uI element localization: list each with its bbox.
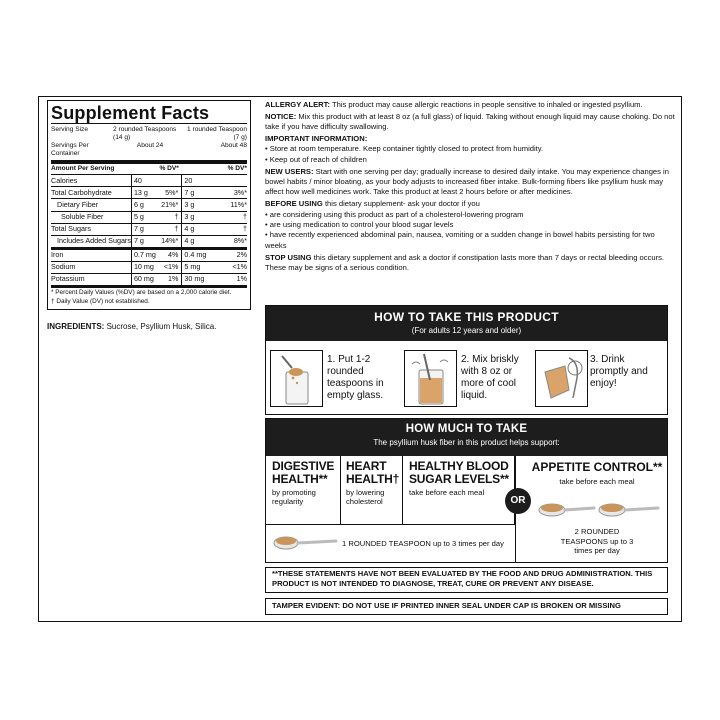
blood-sugar-text: take before each meal bbox=[409, 488, 485, 497]
digestive-text: by promoting regularity bbox=[272, 488, 316, 506]
digestive-column bbox=[266, 456, 341, 524]
tamper-evident-notice: TAMPER EVIDENT: DO NOT USE IF PRINTED INNER SEAL UNDER CAP IS BROKEN OR MISSING bbox=[265, 598, 668, 615]
step-3-text: 3. Drink promptly and enjoy! bbox=[590, 354, 648, 389]
drink-icon bbox=[535, 350, 588, 407]
important-label: IMPORTANT INFORMATION: bbox=[265, 134, 368, 143]
appetite-column bbox=[528, 460, 666, 556]
two-spoons-icon bbox=[532, 498, 662, 520]
table-row: Iron 0.7 mg 4% 0.4 mg 2% bbox=[51, 248, 247, 261]
appetite-text: take before each meal bbox=[559, 477, 635, 486]
step-1-text: 1. Put 1-2 rounded teaspoons in empty glass. bbox=[327, 354, 384, 401]
digestive-title: DIGESTIVE HEALTH** bbox=[272, 459, 335, 486]
how-to-take-subtitle: (For adults 12 years and older) bbox=[411, 326, 522, 335]
facts-title: Supplement Facts bbox=[51, 103, 247, 124]
table-row: Sodium 10 mg <1% 5 mg <1% bbox=[51, 261, 247, 273]
heart-title: HEART HEALTH† bbox=[346, 459, 400, 486]
table-row: Includes Added Sugars 7 g 14%* 4 g 8%* bbox=[51, 235, 247, 248]
important-item: • Store at room temperature. Keep container tightly closed to protect from humidity. bbox=[265, 144, 544, 154]
nutrient-table bbox=[51, 164, 247, 288]
serving-size-row bbox=[51, 126, 247, 142]
how-much-title: HOW MUCH TO TAKE bbox=[405, 423, 528, 435]
step-2 bbox=[404, 350, 527, 407]
stop-using-text: this dietary supplement and ask a doctor if constipation lasts more than 7 days or rectal bleeding occurs. These may be signs of a serious condition. bbox=[265, 252, 665, 273]
dv-header-2: % DV* bbox=[210, 164, 247, 175]
servings-per-container-row bbox=[51, 142, 247, 158]
serving-size-label: Serving Size bbox=[51, 126, 89, 133]
before-using-label: BEFORE USING bbox=[265, 199, 323, 209]
or-badge: OR bbox=[505, 488, 531, 514]
table-row: Calories 40 20 bbox=[51, 175, 247, 187]
step-1 bbox=[270, 350, 399, 407]
how-to-take-title: HOW TO TAKE THIS PRODUCT bbox=[374, 310, 559, 324]
how-to-take-header bbox=[266, 306, 667, 341]
new-users-label: NEW USERS: bbox=[265, 166, 314, 176]
step-2-text: 2. Mix briskly with 8 oz or more of cool liquid. bbox=[461, 354, 519, 401]
allergy-text: This product may cause allergic reactions in people sensitive to inhaled or ingested psyllium. bbox=[331, 100, 643, 109]
serving-size-col1: 2 rounded Teaspoons (14 g) bbox=[113, 126, 177, 141]
ingredients-label: INGREDIENTS: bbox=[47, 322, 105, 331]
amount-header: Amount Per Serving bbox=[51, 164, 131, 175]
table-row: Total Carbohydrate 13 g 5%* 7 g 3%* bbox=[51, 187, 247, 199]
how-to-take-box bbox=[265, 305, 668, 415]
notice-text: Mix this product with at least 8 oz (a full glass) of liquid. Taking without enough liquid may cause choking. Do not take if you have difficulty swallowing. bbox=[265, 111, 675, 132]
new-users-text: Start with one serving per day; gradually increase to desired daily intake. You may experience changes in bowel habits / minor bloating, as your body adjusts to increased fiber intake. Bulk-forming fibers like psyllium husk may affect how well medicines work. Take this product at least 2 hours before or after medicines. bbox=[265, 166, 669, 197]
dose-2-text: 2 ROUNDED TEASPOONS up to 3 times per day bbox=[560, 527, 634, 555]
before-using-text: this dietary supplement- ask your doctor if you bbox=[324, 199, 480, 209]
heart-text: by lowering cholesterol bbox=[346, 488, 385, 506]
blood-sugar-title: HEALTHY BLOOD SUGAR LEVELS** bbox=[409, 459, 509, 486]
notice-label: NOTICE: bbox=[265, 111, 297, 121]
table-row: Potassium 60 mg 1% 30 mg 1% bbox=[51, 273, 247, 286]
appetite-title: APPETITE CONTROL** bbox=[531, 460, 663, 474]
spoon-icon bbox=[272, 533, 338, 553]
allergy-label: ALLERGY ALERT: bbox=[265, 100, 330, 109]
before-item: • are using medication to control your blood sugar levels bbox=[265, 220, 454, 230]
important-item: • Keep out of reach of children bbox=[265, 154, 367, 164]
ingredients bbox=[47, 322, 216, 331]
ingredients-text: Sucrose, Psyllium Husk, Silica. bbox=[106, 322, 217, 331]
how-much-subtitle: The psyllium husk fiber in this product helps support: bbox=[373, 438, 560, 447]
dose-1-text: 1 ROUNDED TEASPOON up to 3 times per day bbox=[342, 538, 504, 548]
supplement-facts-panel bbox=[47, 100, 251, 310]
table-row: Soluble Fiber 5 g † 3 g † bbox=[51, 211, 247, 223]
heart-column bbox=[341, 456, 403, 524]
how-much-box bbox=[265, 418, 668, 563]
stop-using-label: STOP USING bbox=[265, 252, 312, 262]
before-item: • have recently experienced abdominal pain, nausea, vomiting or a sudden change in bowel habits persisting for two weeks bbox=[265, 230, 655, 250]
step-3 bbox=[535, 350, 652, 407]
servings-col1: About 24 bbox=[136, 142, 164, 149]
table-row: Total Sugars 7 g † 4 g † bbox=[51, 223, 247, 235]
spoon-glass-icon bbox=[270, 350, 323, 407]
footnote-dv: * Percent Daily Values (%DV) are based on a 2,000 calorie diet. bbox=[51, 288, 232, 296]
warnings-section bbox=[265, 100, 675, 275]
servings-per-container-label: Servings Per Container bbox=[51, 142, 89, 157]
mix-glass-icon bbox=[404, 350, 457, 407]
dv-header-1: % DV* bbox=[159, 164, 181, 175]
blood-sugar-column bbox=[403, 456, 515, 524]
serving-size-col2: 1 rounded Teaspoon (7 g) bbox=[187, 126, 248, 141]
fda-disclaimer: **THESE STATEMENTS HAVE NOT BEEN EVALUATED BY THE FOOD AND DRUG ADMINISTRATION. THIS PRODUCT IS NOT INTENDED TO DIAGNOSE, TREAT, CURE OR PREVENT ANY DISEASE. bbox=[265, 567, 668, 593]
dose-1 bbox=[266, 525, 515, 561]
footnote-dagger: † Daily Value (DV) not established. bbox=[51, 297, 150, 305]
servings-col2: About 48 bbox=[220, 142, 247, 149]
how-much-header bbox=[266, 419, 667, 456]
table-row: Dietary Fiber 6 g 21%* 3 g 11%* bbox=[51, 199, 247, 211]
before-item: • are considering using this product as part of a cholesterol-lowering program bbox=[265, 209, 524, 219]
